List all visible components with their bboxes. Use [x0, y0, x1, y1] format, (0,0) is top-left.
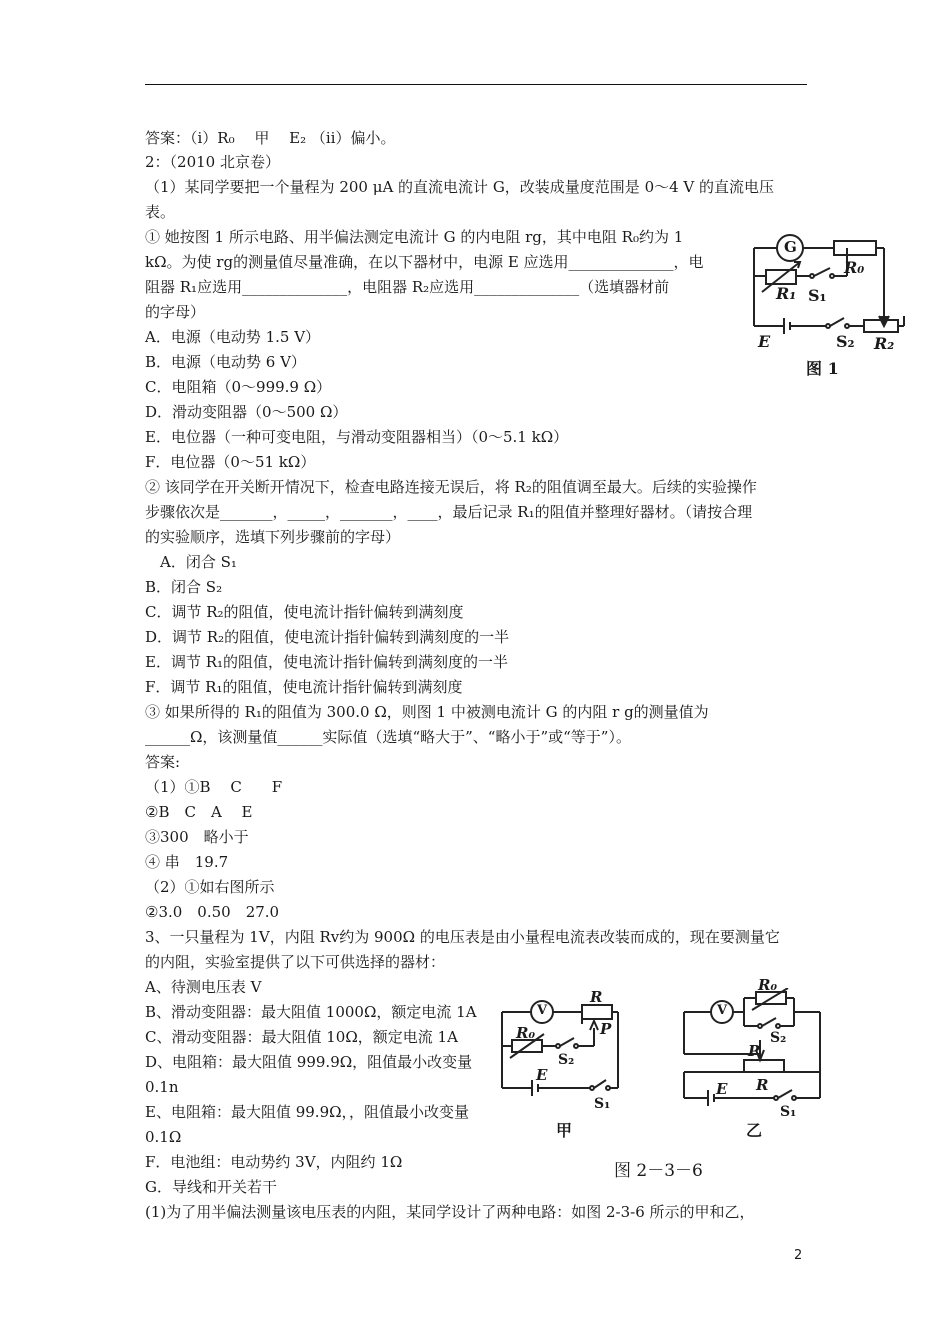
text-line-l26: 答案:: [145, 753, 181, 771]
fig1-label-g: G: [784, 238, 797, 256]
text-line-l19: B．闭合 S₂: [145, 578, 223, 596]
text-line-l42: F．电池组：电动势约 3V，内阻约 1Ω: [145, 1153, 403, 1171]
figure-2-circuits: [494, 976, 834, 1188]
text-line-l36: B、滑动变阻器：最大阻值 1000Ω，额定电流 1A: [145, 1003, 477, 1021]
text-line-l21: D．调节 R₂的阻值，使电流计指针偏转到满刻度的一半: [145, 628, 510, 646]
text-line-l44: (1)为了用半偏法测量该电压表的内阻，某同学设计了两种电路：如图 2-3-6 所示的甲和乙，: [145, 1203, 755, 1221]
text-line-l24: ③ 如果所得的 R₁的阻值为 300.0 Ω，则图 1 中被测电流计 G 的内阻 r g的测量值为: [145, 703, 709, 721]
text-line-l25: ______Ω，该测量值______实际值（选填“略大于”、“略小于”或“等于”）。: [145, 728, 631, 746]
circuit-jia: [502, 1001, 618, 1096]
fig2-yi-v: V: [717, 1003, 728, 1018]
text-line-l01: 答案：（ⅰ）R₀ 甲 E₂ （ⅱ）偏小。: [145, 129, 396, 147]
text-line-l09: A．电源（电动势 1.5 V）: [145, 328, 321, 346]
fig1-label-s2: S₂: [836, 332, 855, 351]
text-line-l40: E、电阻箱：最大阻值 99.9Ω，，阻值最小改变量: [145, 1103, 470, 1121]
text-line-l27: （1）①B C F: [145, 778, 283, 796]
text-line-l16: 步骤依次是_______，_____，_______，____，最后记录 R₁的阻值并整理好器材。（请按合理: [145, 503, 753, 521]
text-line-l14: F．电位器（0～51 kΩ）: [145, 453, 316, 471]
text-line-l37: C、滑动变阻器：最大阻值 10Ω，额定电流 1A: [145, 1028, 458, 1046]
fig2-yi-p: P: [748, 1042, 760, 1060]
fig1-label-r1: R₁: [776, 284, 797, 303]
figure-1-circuit: [742, 228, 912, 380]
page-number: 2: [794, 1248, 803, 1263]
fig1-caption: 图 1: [806, 359, 839, 378]
fig2-yi-e: E: [716, 1080, 728, 1098]
text-line-l32: ②3.0 0.50 27.0: [145, 903, 280, 921]
r0-resistor: [834, 241, 876, 255]
text-line-l03: （1）某同学要把一个量程为 200 μA 的直流电流计 G，改装成量度范围是 0～4 V 的直流电压: [145, 178, 775, 196]
text-line-l15: ② 该同学在开关断开情况下，检查电路连接无误后，将 R₂的阻值调至最大。后续的实验操作: [145, 478, 757, 496]
text-line-l04: 表。: [145, 203, 176, 221]
text-line-l43: G．导线和开关若干: [145, 1178, 277, 1196]
text-line-l06: kΩ。为使 rg的测量值尽量准确，在以下器材中，电源 E 应选用______________，电: [145, 253, 704, 271]
text-line-l35: A、待测电压表 V: [145, 978, 262, 996]
fig2-yi-caption: 乙: [746, 1121, 763, 1140]
text-line-l34: 的内阻，实验室提供了以下可供选择的器材：: [145, 953, 446, 971]
fig2-yi-r: R: [756, 1076, 769, 1094]
text-line-l31: （2）①如右图所示: [145, 878, 275, 896]
fig2-jia-s1: S₁: [594, 1096, 611, 1112]
text-line-l41: 0.1Ω: [145, 1128, 182, 1146]
text-line-l28: ②B C A E: [145, 803, 253, 821]
fig2-jia-r0: R₀: [516, 1024, 536, 1042]
fig1-label-e: E: [758, 332, 771, 351]
text-line-l10: B．电源（电动势 6 V）: [145, 353, 306, 371]
fig2-yi-s2: S₂: [770, 1030, 787, 1046]
fig2-jia-s2: S₂: [558, 1052, 575, 1068]
text-line-l17: 的实验顺序，选填下列步骤前的字母）: [145, 528, 401, 546]
text-line-l30: ④ 串 19.7: [145, 853, 229, 871]
text-line-l39: 0.1n: [145, 1078, 179, 1096]
text-line-l18: A．闭合 S₁: [145, 553, 237, 571]
fig1-label-r0: R₀: [844, 258, 865, 277]
text-line-l23: F．调节 R₁的阻值，使电流计指针偏转到满刻度: [145, 678, 463, 696]
fig2-jia-caption: 甲: [556, 1121, 573, 1140]
text-line-l07: 阻器 R₁应选用______________，电阻器 R₂应选用______________（选填器材前: [145, 278, 670, 296]
header-rule: [145, 84, 807, 85]
text-line-l13: E．电位器（一种可变电阻，与滑动变阻器相当）（0～5.1 kΩ）: [145, 428, 569, 446]
fig2-yi-r0: R₀: [758, 976, 778, 994]
fig2-caption: 图 2－3－6: [614, 1161, 703, 1181]
fig2-jia-r: R: [590, 988, 603, 1006]
fig2-yi-s1: S₁: [780, 1104, 797, 1120]
text-line-l11: C．电阻箱（0～999.9 Ω）: [145, 378, 332, 396]
text-line-l05: ① 她按图 1 所示电路、用半偏法测定电流计 G 的内电阻 rg，其中电阻 R₀约为 1: [145, 228, 684, 246]
fig2-jia-e: E: [536, 1066, 548, 1084]
fig2-jia-p: P: [600, 1020, 612, 1038]
text-line-l08: 的字母）: [145, 303, 206, 321]
text-line-l02: 2：（2010 北京卷）: [145, 153, 280, 171]
text-line-l12: D．滑动变阻器（0～500 Ω）: [145, 403, 348, 421]
text-line-l22: E．调节 R₁的阻值，使电流计指针偏转到满刻度的一半: [145, 653, 509, 671]
text-line-l33: 3、一只量程为 1V，内阻 Rv约为 900Ω 的电压表是由小量程电流表改装而成的，现在要测量它: [145, 928, 780, 946]
text-line-l29: ③300 略小于: [145, 828, 249, 846]
fig1-label-s1: S₁: [808, 286, 827, 305]
fig1-label-r2: R₂: [874, 334, 895, 353]
fig2-jia-v: V: [537, 1003, 548, 1018]
text-line-l20: C．调节 R₂的阻值，使电流计指针偏转到满刻度: [145, 603, 464, 621]
text-line-l38: D、电阻箱：最大阻值 999.9Ω，阻值最小改变量: [145, 1053, 473, 1071]
